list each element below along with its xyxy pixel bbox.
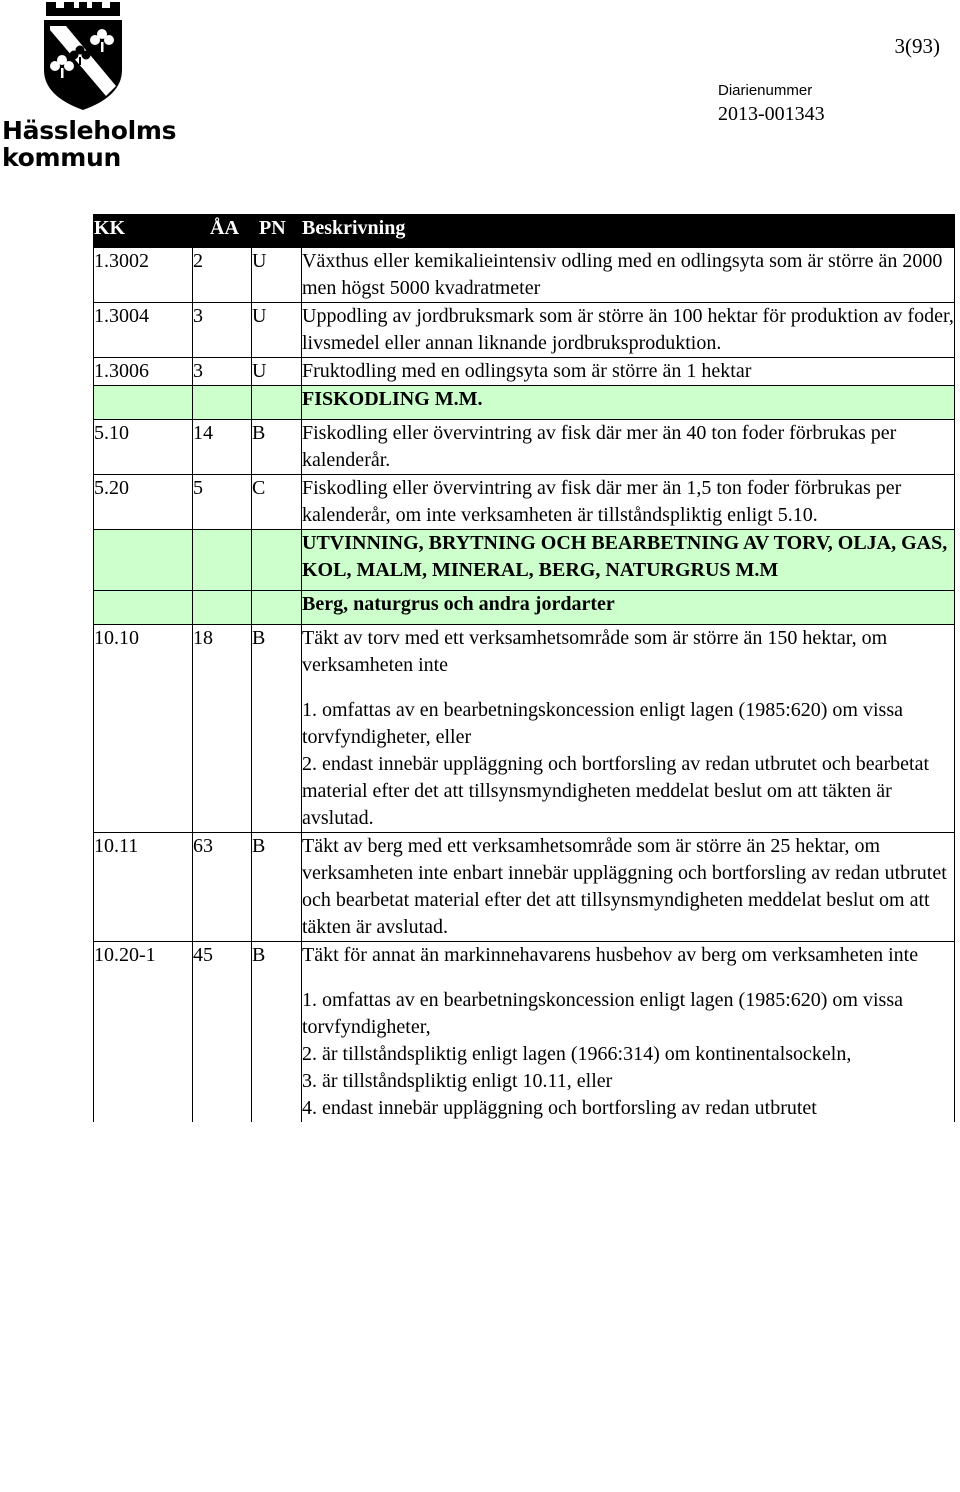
cell-kk: 10.20-1 bbox=[94, 942, 193, 1123]
cell-aa: 45 bbox=[193, 942, 252, 1123]
cell-aa: 14 bbox=[193, 420, 252, 475]
diarienummer-label: Diarienummer bbox=[718, 82, 813, 99]
table-row bbox=[94, 475, 955, 530]
cell-description bbox=[302, 942, 955, 1123]
column-header-kk: KK bbox=[94, 215, 193, 248]
section-row bbox=[94, 530, 955, 591]
cell-pn: B bbox=[252, 942, 302, 1123]
section-row bbox=[94, 386, 955, 420]
cell-aa: 63 bbox=[193, 833, 252, 942]
cell-kk: 1.3002 bbox=[94, 248, 193, 303]
exception-list bbox=[302, 987, 954, 1122]
section-heading: FISKODLING M.M. bbox=[302, 386, 955, 420]
section-heading: UTVINNING, BRYTNING OCH BEARBETNING AV TORV, OLJA, GAS, KOL, MALM, MINERAL, BERG, NATURGRUS M.M bbox=[302, 530, 955, 591]
cell-kk: 10.10 bbox=[94, 625, 193, 833]
table-row bbox=[94, 420, 955, 475]
diarienummer-value: 2013-001343 bbox=[718, 103, 825, 125]
cell-kk: 5.20 bbox=[94, 475, 193, 530]
cell-pn: U bbox=[252, 248, 302, 303]
column-header-beskrivning: Beskrivning bbox=[302, 215, 955, 248]
list-item: 2. endast innebär uppläggning och bortforsling av redan utbrutet och bearbetat material efter det att tillsynsmyndigheten meddelat beslut om att täkten är avslutad. bbox=[302, 753, 930, 829]
table-row bbox=[94, 625, 955, 833]
cell-kk: 1.3006 bbox=[94, 358, 193, 386]
table-row bbox=[94, 303, 955, 358]
list-item: 1. omfattas av en bearbetningskoncession enligt lagen (1985:620) om vissa torvfyndigheter, eller bbox=[302, 699, 903, 748]
cell-aa: 5 bbox=[193, 475, 252, 530]
cell-description: Fiskodling eller övervintring av fisk där mer än 1,5 ton foder förbrukas per kalenderår, om inte verksamheten är tillståndspliktig enligt 5.10. bbox=[302, 475, 955, 530]
cell-description: Uppodling av jordbruksmark som är större än 100 hektar för produktion av foder, livsmedel eller annan liknande jordbruksproduktion. bbox=[302, 303, 955, 358]
section-row bbox=[94, 591, 955, 625]
column-header-aa: ÅA bbox=[193, 215, 252, 248]
cell-kk: 10.11 bbox=[94, 833, 193, 942]
cell-pn: U bbox=[252, 358, 302, 386]
table-row bbox=[94, 833, 955, 942]
cell-description: Täkt av berg med ett verksamhetsområde som är större än 25 hektar, om verksamheten inte enbart innebär uppläggning och bortforsling av redan utbrutet och bearbetat material efter det att tillsynsmyndigheten meddelat beslut om att täkten är avslutad. bbox=[302, 833, 955, 942]
municipality-name: Hässleholms kommun bbox=[2, 116, 177, 172]
exception-list bbox=[302, 697, 954, 832]
table-row bbox=[94, 358, 955, 386]
cell-aa: 3 bbox=[193, 303, 252, 358]
list-item: 1. omfattas av en bearbetningskoncession enligt lagen (1985:620) om vissa torvfyndigheter, bbox=[302, 989, 903, 1038]
list-item: 4. endast innebär uppläggning och bortforsling av redan utbrutet bbox=[302, 1097, 817, 1119]
cell-pn: B bbox=[252, 625, 302, 833]
description-text: Täkt av torv med ett verksamhetsområde som är större än 150 hektar, om verksamheten inte bbox=[302, 627, 888, 676]
coat-of-arms-icon bbox=[40, 0, 126, 112]
cell-aa: 3 bbox=[193, 358, 252, 386]
activity-table bbox=[93, 214, 955, 1122]
cell-kk: 5.10 bbox=[94, 420, 193, 475]
description-text: Täkt för annat än markinnehavarens husbehov av berg om verksamheten inte bbox=[302, 944, 919, 966]
cell-pn: B bbox=[252, 833, 302, 942]
cell-pn: U bbox=[252, 303, 302, 358]
cell-aa: 2 bbox=[193, 248, 252, 303]
cell-description: Fruktodling med en odlingsyta som är större än 1 hektar bbox=[302, 358, 955, 386]
cell-aa: 18 bbox=[193, 625, 252, 833]
table-header-row bbox=[94, 215, 955, 248]
cell-description bbox=[302, 625, 955, 833]
municipality-logo bbox=[0, 0, 177, 175]
subsection-heading: Berg, naturgrus och andra jordarter bbox=[302, 591, 955, 625]
page-number: 3(93) bbox=[894, 34, 940, 58]
list-item: 3. är tillståndspliktig enligt 10.11, eller bbox=[302, 1070, 613, 1092]
list-item: 2. är tillståndspliktig enligt lagen (1966:314) om kontinentalsockeln, bbox=[302, 1043, 852, 1065]
cell-kk: 1.3004 bbox=[94, 303, 193, 358]
cell-pn: C bbox=[252, 475, 302, 530]
column-header-pn: PN bbox=[252, 215, 302, 248]
table-row bbox=[94, 248, 955, 303]
table-row bbox=[94, 942, 955, 1123]
cell-description: Fiskodling eller övervintring av fisk där mer än 40 ton foder förbrukas per kalenderår. bbox=[302, 420, 955, 475]
cell-pn: B bbox=[252, 420, 302, 475]
cell-description: Växthus eller kemikalieintensiv odling med en odlingsyta som är större än 2000 men högst 5000 kvadratmeter bbox=[302, 248, 955, 303]
